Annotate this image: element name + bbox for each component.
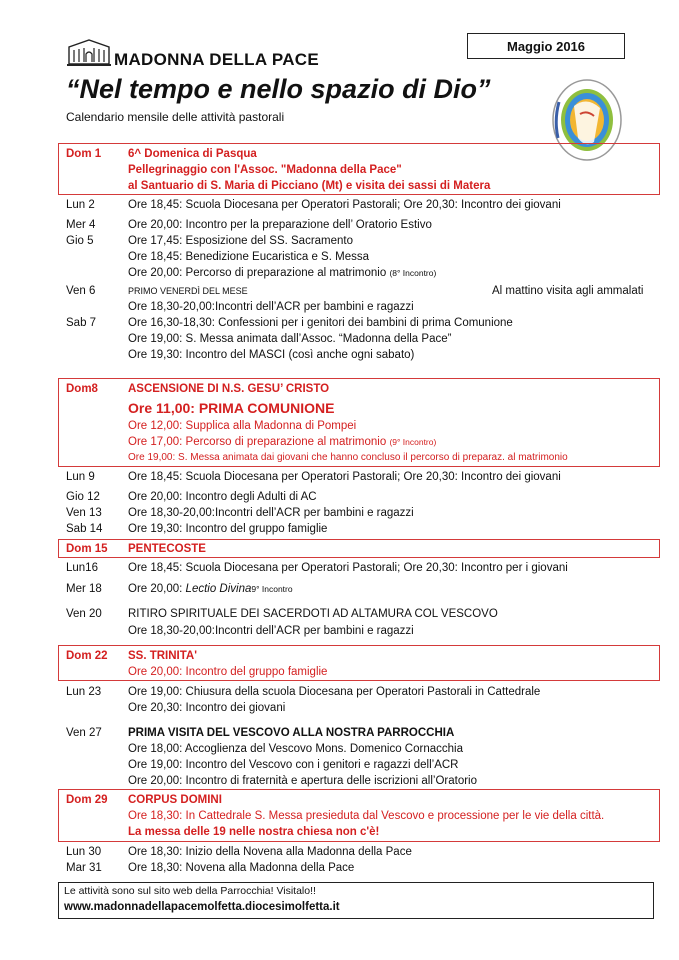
day-label: Dom8 [66,383,98,395]
event-text: Ore 18,30-20,00:Incontri dell’ACR per bambini e ragazzi [128,301,414,313]
day-label: Gio 5 [66,235,94,247]
event-text: Ore 18,45: Scuola Diocesana per Operatori Pastorali; Ore 20,30: Incontro dei giovani [128,199,561,211]
day-label: Sab 14 [66,523,103,535]
event-text: Ore 18,30-20,00:Incontri dell’ACR per bambini e ragazzi [128,625,414,637]
event-text: Ore 19,30: Incontro del MASCI (così anche ogni sabato) [128,349,415,361]
event-text: Ore 20,00: Incontro di fraternità e apertura delle iscrizioni all’Oratorio [128,775,478,787]
day-label: Mer 4 [66,219,96,231]
event-text: La messa delle 19 nelle nostra chiesa non c'è! [128,826,380,838]
parish-name: MADONNA DELLA PACE [114,50,319,69]
event-note: 9° Incontro [251,584,293,594]
day-label: Ven 6 [66,285,96,297]
month-label: Maggio 2016 [467,33,625,59]
day-label: Lun 23 [66,686,102,698]
event-text: Ore 18,30: In Cattedrale S. Messa presieduta dal Vescovo e processione per le vie della città. [128,810,605,822]
event-text: Ore 18,30: Novena alla Madonna della Pace [128,862,355,874]
day-label: Mer 18 [66,583,102,595]
event-text: Ore 20,00: [128,583,186,595]
day-label: Dom 1 [66,148,102,160]
day-label: Gio 12 [66,491,100,503]
event-text: Ore 18,45: Scuola Diocesana per Operatori Pastorali; Ore 20,30: Incontro dei giovani [128,471,561,483]
event-note: (8° Incontro) [389,268,437,278]
event-text: Ore 19,00: Incontro del Vescovo con i genitori e ragazzi dell’ACR [128,759,459,771]
event-text: 6^ Domenica di Pasqua [128,148,257,160]
event-note: (9° Incontro) [389,437,437,447]
day-label: Ven 20 [66,608,102,620]
day-label: Ven 13 [66,507,102,519]
event-text: Ore 20,30: Incontro dei giovani [128,702,286,714]
event-text: Ore 20,00: Percorso di preparazione al matrimonio [128,267,387,279]
event-text: Ore 11,00: PRIMA COMUNIONE [128,400,335,416]
page-subtitle: Calendario mensile delle attività pastorali [66,110,285,124]
event-text: Ore 17,45: Esposizione del SS. Sacramento [128,235,354,247]
day-label: Lun 9 [66,471,95,483]
event-text: Ore 12,00: Supplica alla Madonna di Pompei [128,420,357,432]
day-label: Dom 15 [66,543,108,555]
event-text-italic: Lectio Divina [185,583,252,595]
event-text: Ore 16,30-18,30: Confessioni per i genitori dei bambini di prima Comunione [128,317,513,329]
event-text: Ore 18,30: Inizio della Novena alla Madonna della Pace [128,846,412,858]
day-label: Mar 31 [66,862,102,874]
event-text: Ore 18,45: Scuola Diocesana per Operatori Pastorali; Ore 20,30: Incontro per i giovani [128,562,568,574]
day-label: Lun16 [66,562,98,574]
event-text: Ore 18,45: Benedizione Eucaristica e S. Messa [128,251,369,263]
event-text: CORPUS DOMINI [128,794,222,806]
website-link[interactable]: www.madonnadellapacemolfetta.diocesimolfetta.it [64,901,340,913]
event-text: ASCENSIONE DI N.S. GESU’ CRISTO [128,383,330,395]
event-text: Ore 20,00: Incontro del gruppo famiglie [128,666,328,678]
event-text: SS. TRINITA' [128,650,197,662]
event-text: Ore 19,00: Chiusura della scuola Diocesana per Operatori Pastorali in Cattedrale [128,686,541,698]
event-text: Ore 18,00: Accoglienza del Vescovo Mons. Domenico Cornacchia [128,743,463,755]
event-text: Ore 17,00: Percorso di preparazione al matrimonio [128,436,387,448]
event-text: Ore 19,30: Incontro del gruppo famiglie [128,523,328,535]
footer-note: Le attività sono sul sito web della Parrocchia! Visitalo!! [64,885,316,897]
day-label: Sab 7 [66,317,97,329]
page-title: “Nel tempo e nello spazio di Dio” [66,74,491,104]
church-book-icon [66,37,112,67]
day-label: Ven 27 [66,727,102,739]
day-label: Lun 30 [66,846,102,858]
event-text: Ore 20,00: Incontro degli Adulti di AC [128,491,317,503]
event-text: Ore 19,00: S. Messa animata dai giovani che hanno concluso il percorso di preparaz. al matrimonio [128,452,568,463]
event-text: PRIMO VENERDÌ DEL MESE [128,286,248,296]
day-label: Lun 2 [66,199,95,211]
event-text: Ore 20,00: Incontro per la preparazione dell’ Oratorio Estivo [128,219,432,231]
event-text: PENTECOSTE [128,543,206,555]
event-text: al Santuario di S. Maria di Picciano (Mt) e visita dei sassi di Matera [128,180,491,192]
event-text-right: Al mattino visita agli ammalati [492,285,644,297]
event-text: RITIRO SPIRITUALE DEI SACERDOTI AD ALTAMURA COL VESCOVO [128,608,498,620]
event-text: Pellegrinaggio con l'Assoc. "Madonna della Pace" [128,164,402,176]
event-text: Ore 19,00: S. Messa animata dall’Assoc. “Madonna della Pace” [128,333,452,345]
day-label: Dom 29 [66,794,108,806]
event-text: PRIMA VISITA DEL VESCOVO ALLA NOSTRA PARROCCHIA [128,727,455,739]
day-label: Dom 22 [66,650,108,662]
event-text: Ore 18,30-20,00:Incontri dell’ACR per bambini e ragazzi [128,507,414,519]
